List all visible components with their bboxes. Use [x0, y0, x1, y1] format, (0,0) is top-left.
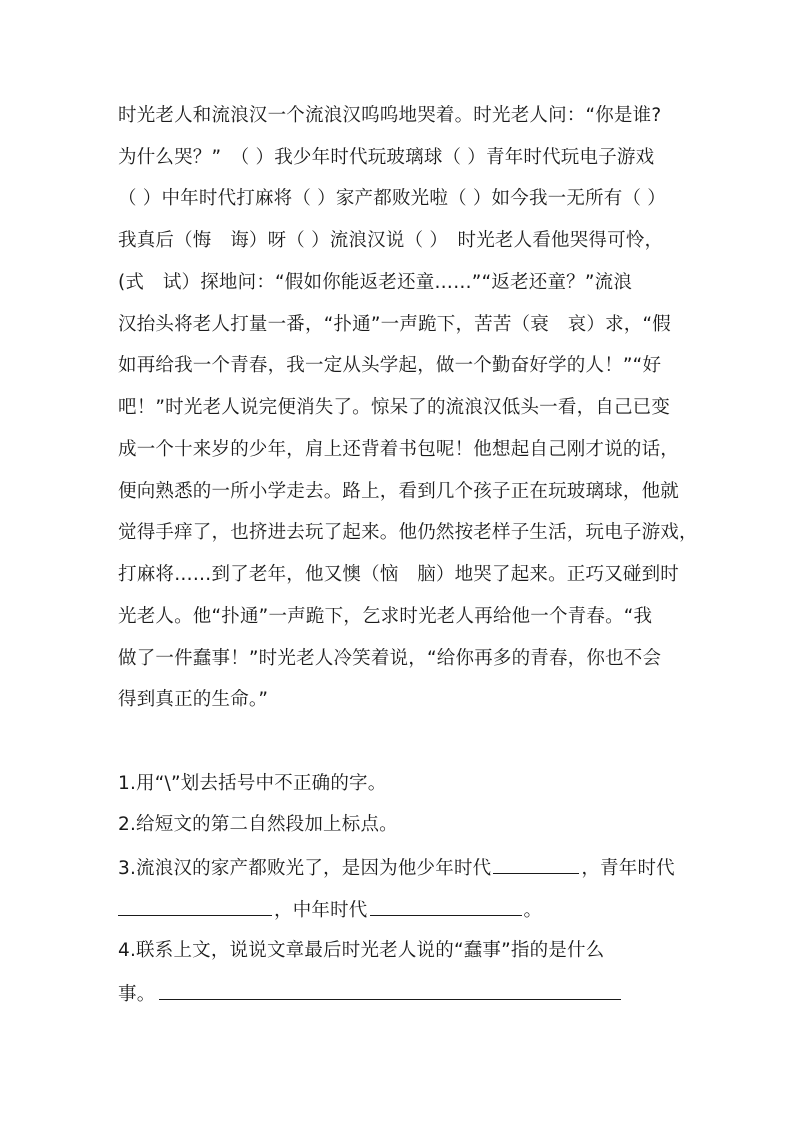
passage-line: (式 试）探地问：“假如你能返老还童……”“返老还童？”流浪	[118, 272, 633, 293]
answer-blank-youth[interactable]	[493, 855, 579, 874]
passage-line: 光老人。他“扑通”一声跪下，乞求时光老人再给他一个青春。“我	[118, 606, 653, 627]
passage-line: （ ）中年时代打麻将（ ）家产都败光啦（ ）如今我一无所有（ ）	[118, 188, 666, 209]
answer-blank-young-adult[interactable]	[118, 897, 272, 916]
question-3-line-2	[118, 897, 542, 925]
passage-line: 得到真正的生命。”	[118, 689, 269, 710]
passage-line: 吧！”时光老人说完便消失了。惊呆了的流浪汉低头一看，自己已变	[118, 397, 671, 418]
question-4-text: 事。	[118, 984, 156, 1005]
passage-line: 打麻将……到了老年，他又懊（恼 脑）地哭了起来。正巧又碰到时	[118, 564, 680, 585]
question-4-line-2	[118, 981, 623, 1009]
question-3-text: ，青年时代	[581, 858, 675, 879]
passage-line: 便向熟悉的一所小学走去。路上，看到几个孩子正在玩玻璃球，他就	[118, 481, 680, 502]
passage-line: 觉得手痒了，也挤进去玩了起来。他仍然按老样子生活，玩电子游戏，	[118, 522, 698, 543]
passage-line: 汉抬头将老人打量一番，“扑通”一声跪下，苦苦（衰 哀）求，“假	[118, 314, 671, 335]
question-3-text: 。	[523, 900, 543, 921]
answer-blank-foolish-thing[interactable]	[159, 981, 621, 1000]
passage-line: 做了一件蠢事！”时光老人冷笑着说，“给你再多的青春，你也不会	[118, 648, 662, 669]
passage-line: 如再给我一个青春，我一定从头学起，做一个勤奋好学的人！”“好	[118, 355, 662, 376]
question-2: 2.给短文的第二自然段加上标点。	[118, 814, 398, 835]
question-1: 1.用“\”划去括号中不正确的字。	[118, 773, 387, 794]
passage-line: 为什么哭？” （ ）我少年时代玩玻璃球（ ）青年时代玩电子游戏	[118, 147, 655, 168]
passage-line: 成一个十来岁的少年，肩上还背着书包呢！他想起自己刚才说的话，	[118, 439, 680, 460]
passage-line: 我真后（悔 诲）呀（ ）流浪汉说（ ） 时光老人看他哭得可怜，	[118, 230, 664, 251]
passage-line: 时光老人和流浪汉一个流浪汉呜呜地哭着。时光老人问：“你是谁?	[118, 105, 662, 126]
question-3-text: ，中年时代	[274, 900, 368, 921]
question-4-line-1: 4.联系上文，说说文章最后时光老人说的“蠢事”指的是什么	[118, 940, 605, 961]
answer-blank-middle-age[interactable]	[370, 897, 522, 916]
question-3-text: 3.流浪汉的家产都败光了，是因为他少年时代	[118, 858, 492, 879]
question-3-line-1	[118, 855, 675, 883]
